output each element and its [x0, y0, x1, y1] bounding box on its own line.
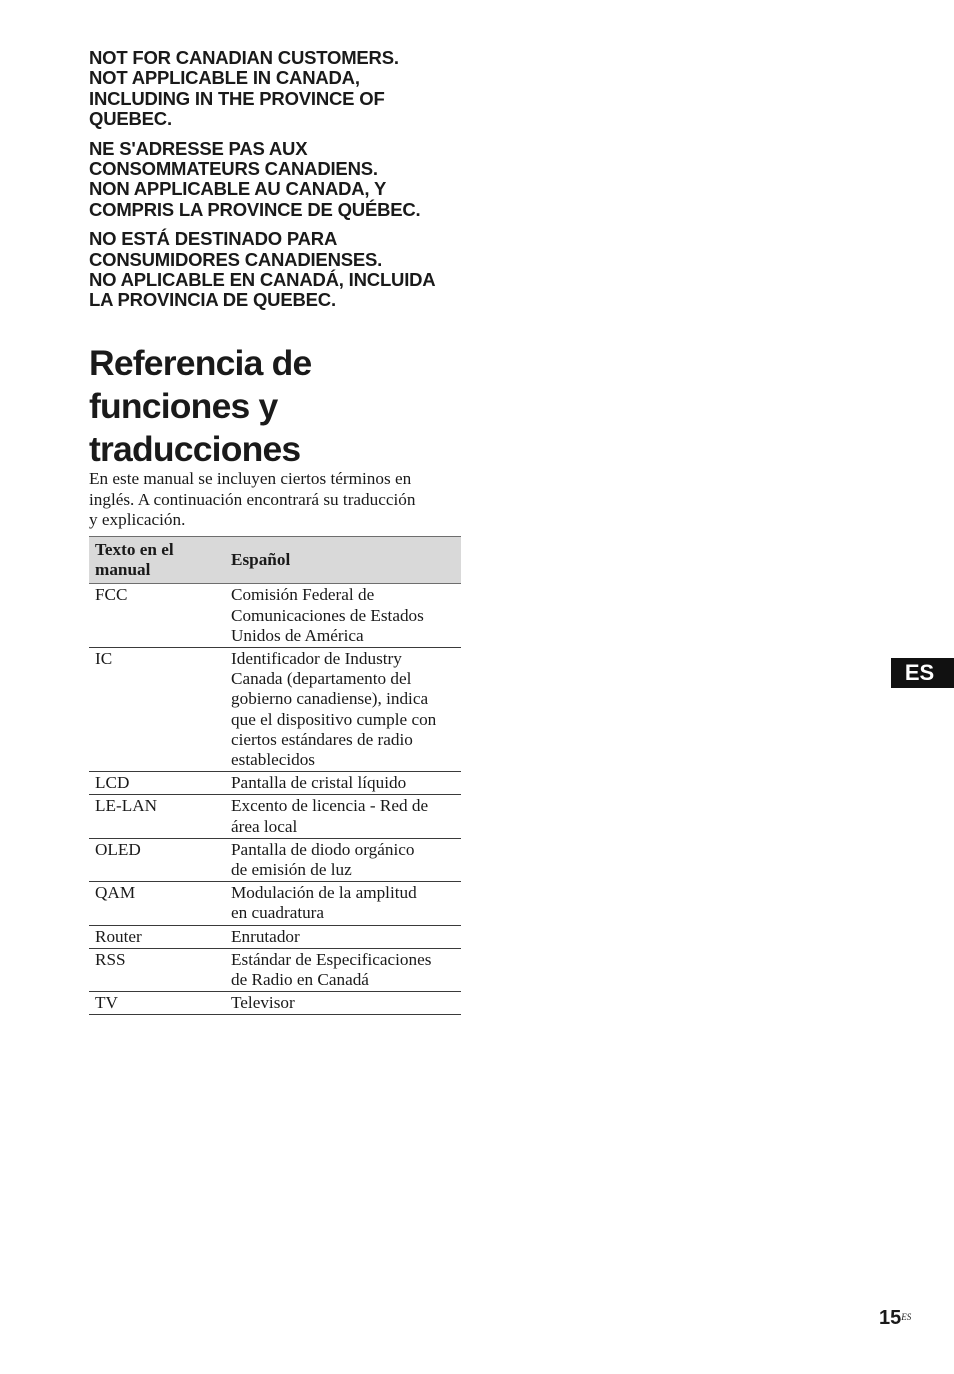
notice-english [89, 48, 469, 129]
term-cell: LCD [89, 772, 225, 795]
translation-table [89, 536, 461, 1015]
notice-line: NOT APPLICABLE IN CANADA, [89, 67, 360, 89]
translation-line: de emisión de luz [231, 860, 352, 880]
header-spanish: Español [225, 537, 461, 584]
notice-line: NO APLICABLE EN CANADÁ, INCLUIDA [89, 268, 436, 290]
translation-line: Estándar de Especificaciones [231, 949, 432, 969]
table-row [89, 882, 461, 925]
table-row [89, 648, 461, 772]
table-row [89, 584, 461, 648]
notice-line: COMPRIS LA PROVINCE DE QUÉBEC. [89, 198, 421, 220]
table-row [89, 948, 461, 991]
term-cell: OLED [89, 838, 225, 881]
intro-paragraph [89, 469, 464, 531]
translation-line: Unidos de América [231, 625, 364, 645]
section-title-line: Referencia de [89, 343, 312, 383]
translation-cell [225, 948, 461, 991]
header-term [89, 537, 225, 584]
term-cell: TV [89, 992, 225, 1015]
translation-line: Identificador de Industry [231, 649, 402, 669]
translation-line: en cuadratura [231, 903, 325, 923]
table-row [89, 772, 461, 795]
translation-line: de Radio en Canadá [231, 970, 369, 990]
translation-cell [225, 648, 461, 772]
translation-cell [225, 925, 461, 948]
notice-line: NE S'ADRESSE PAS AUX [89, 137, 308, 159]
translation-line: Canada (departamento del [231, 669, 412, 689]
page-number-value: 15 [879, 1307, 902, 1329]
notice-line: CONSOMMATEURS CANADIENS. [89, 157, 378, 179]
translation-line: Comisión Federal de [231, 585, 375, 605]
notice-line: INCLUDING IN THE PROVINCE OF [89, 87, 385, 109]
table-row [89, 795, 461, 838]
table-row [89, 838, 461, 881]
translation-cell [225, 838, 461, 881]
term-cell: Router [89, 925, 225, 948]
term-cell: QAM [89, 882, 225, 925]
canada-notices [89, 48, 469, 320]
intro-line: En este manual se incluyen ciertos términos en [89, 469, 412, 488]
translation-line: Pantalla de diodo orgánico [231, 839, 415, 859]
translation-cell [225, 992, 461, 1015]
section-title [89, 342, 311, 471]
notice-line: NO ESTÁ DESTINADO PARA [89, 228, 338, 250]
translation-line: Comunicaciones de Estados [231, 605, 424, 625]
translation-line: Pantalla de cristal líquido [231, 773, 407, 793]
page-number [879, 1306, 911, 1330]
translation-line: Excento de licencia - Red de [231, 796, 429, 816]
header-term-line: Texto en el [95, 540, 174, 559]
notice-line: NOT FOR CANADIAN CUSTOMERS. [89, 47, 399, 68]
translation-line: Enrutador [231, 926, 300, 946]
translation-line: establecidos [231, 750, 315, 770]
translation-cell [225, 795, 461, 838]
header-term-line: manual [95, 560, 151, 580]
translation-cell [225, 584, 461, 648]
term-cell: RSS [89, 948, 225, 991]
translation-cell [225, 882, 461, 925]
table-row [89, 992, 461, 1015]
translation-line: Modulación de la amplitud [231, 883, 417, 903]
translation-line: área local [231, 816, 298, 836]
translation-cell [225, 772, 461, 795]
term-cell: LE-LAN [89, 795, 225, 838]
term-cell: FCC [89, 584, 225, 648]
table-row [89, 925, 461, 948]
notice-line: NON APPLICABLE AU CANADA, Y [89, 178, 387, 200]
language-tab: ES [891, 658, 954, 688]
notice-line: LA PROVINCIA DE QUEBEC. [89, 289, 336, 311]
section-title-line: traducciones [89, 429, 301, 469]
translation-line: gobierno canadiense), indica [231, 689, 429, 709]
translation-line: Televisor [231, 993, 295, 1013]
term-cell: IC [89, 648, 225, 772]
section-title-line: funciones y [89, 386, 278, 426]
notice-spanish [89, 229, 469, 310]
page-language-suffix: ES [901, 1312, 912, 1322]
notice-line: QUEBEC. [89, 107, 172, 129]
translation-line: ciertos estándares de radio [231, 729, 413, 749]
intro-line: inglés. A continuación encontrará su traducción [89, 489, 416, 509]
notice-line: CONSUMIDORES CANADIENSES. [89, 248, 383, 270]
intro-line: y explicación. [89, 510, 186, 529]
translation-line: que el dispositivo cumple con [231, 709, 437, 729]
notice-french [89, 139, 469, 220]
table-header-row [89, 537, 461, 584]
